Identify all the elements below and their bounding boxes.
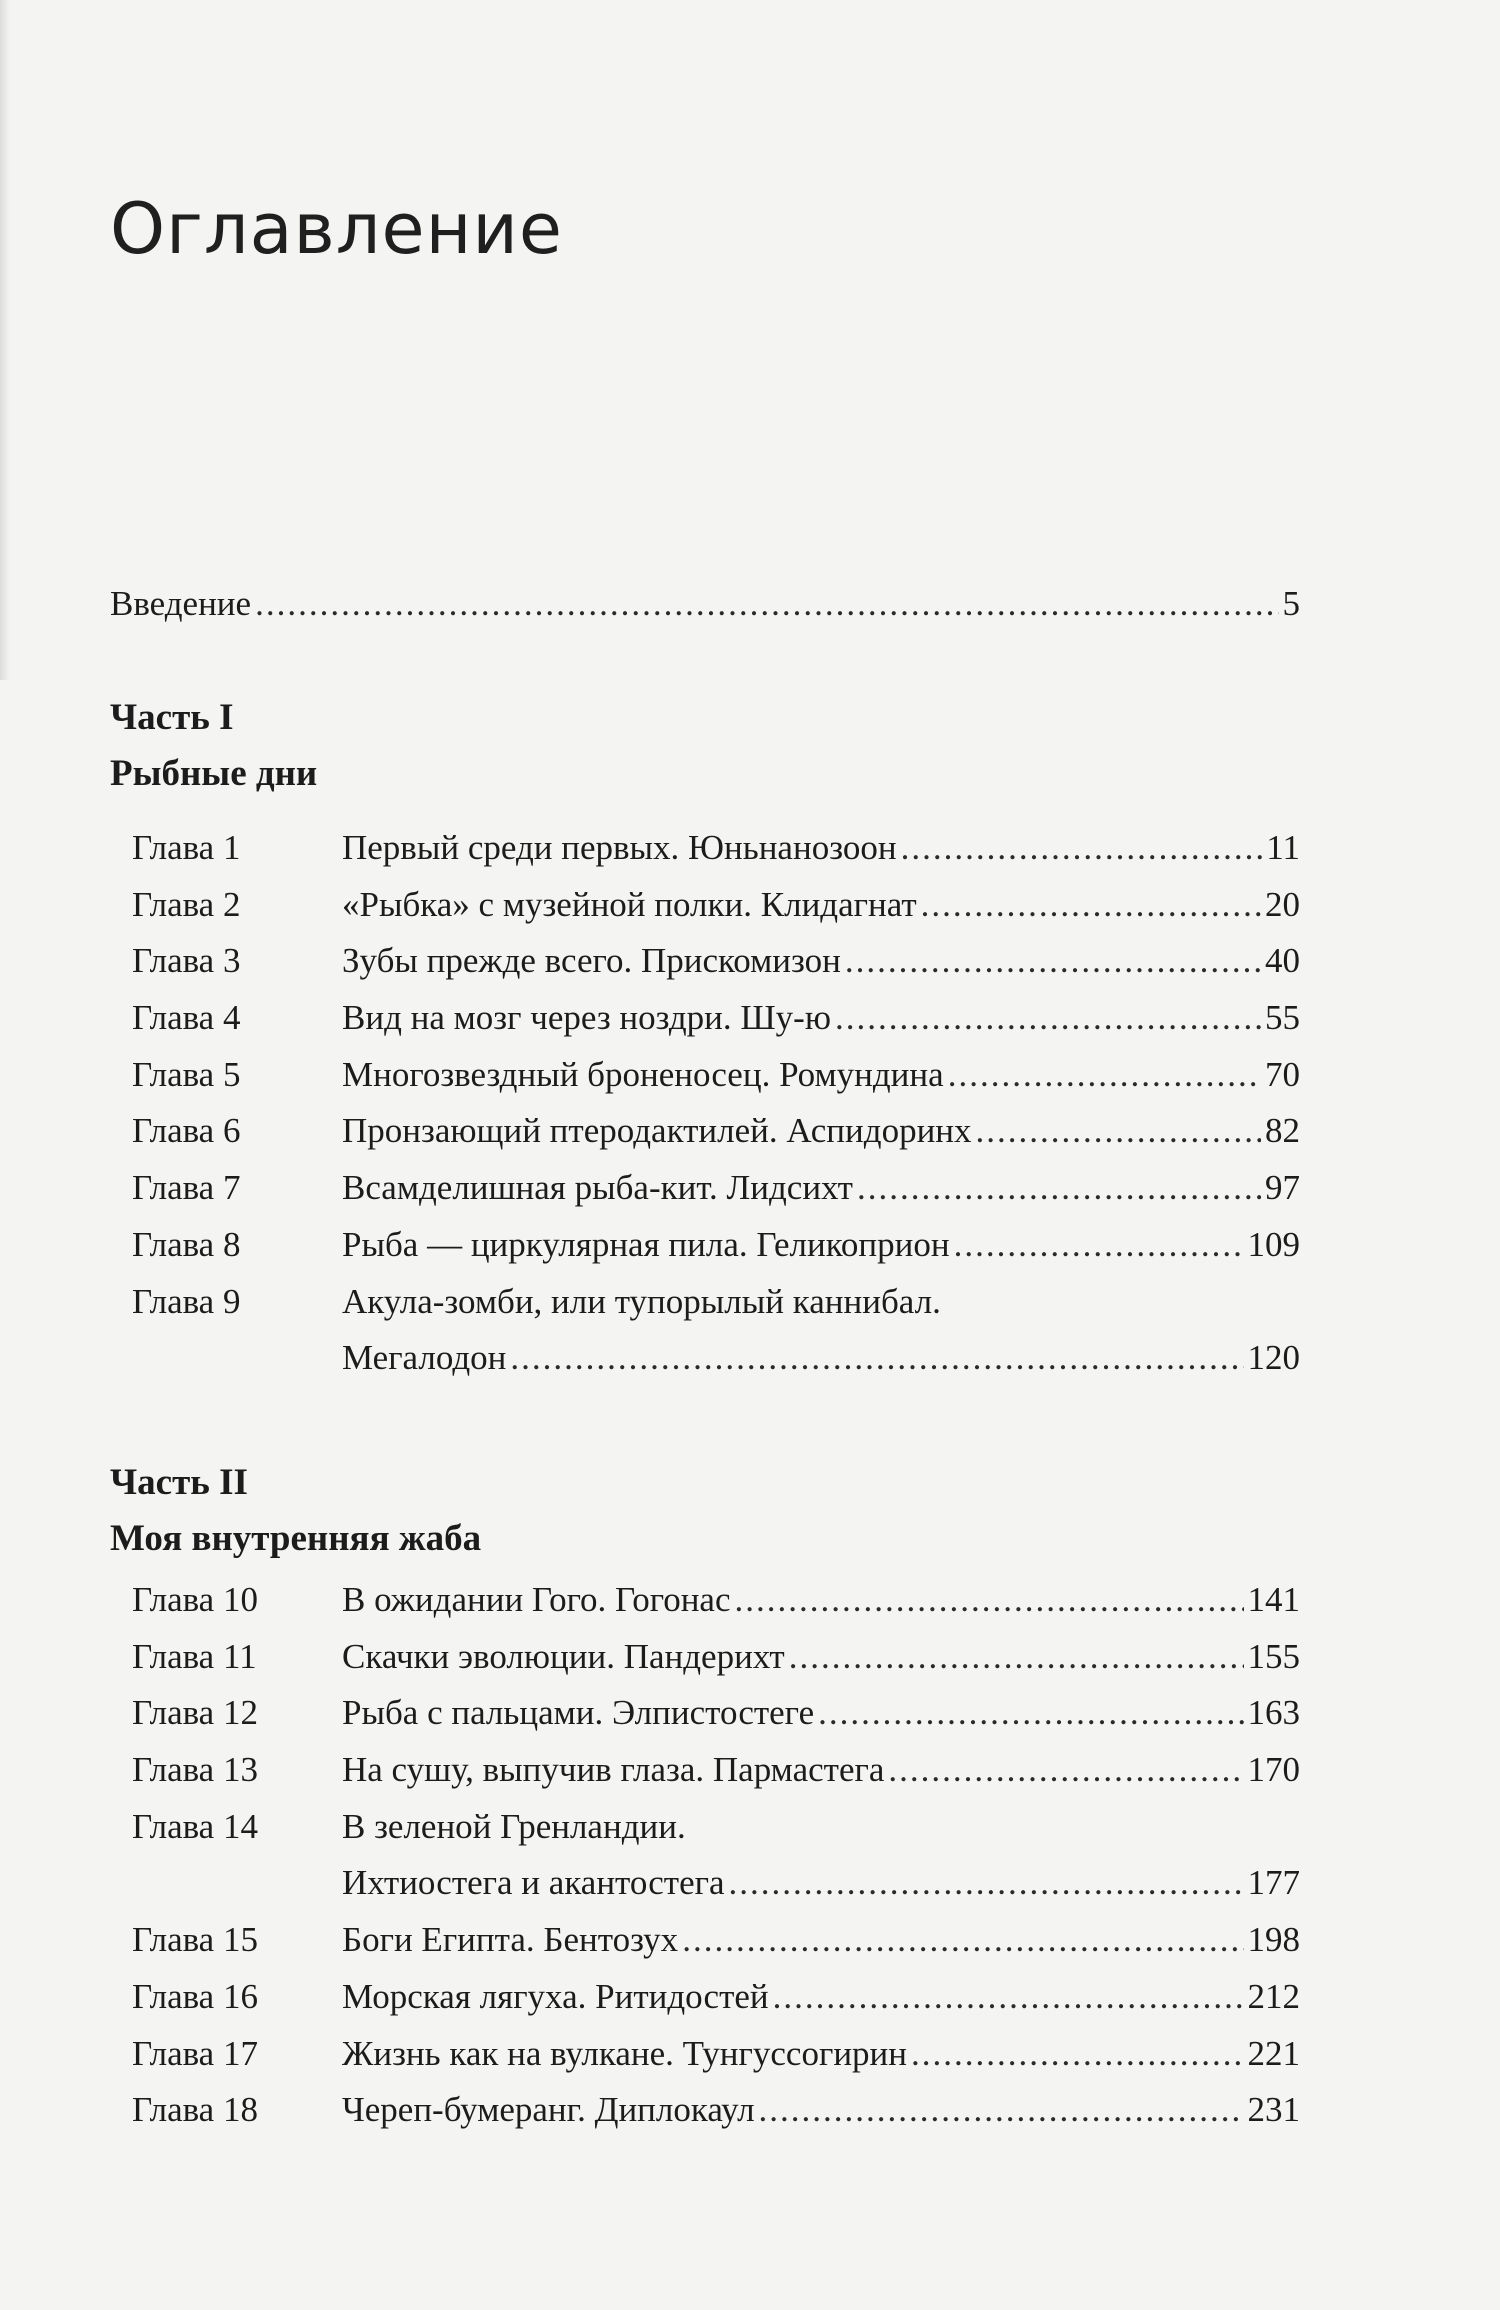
page-edge bbox=[0, 0, 10, 680]
leader-dots bbox=[773, 1977, 1244, 2017]
part-1-heading bbox=[110, 690, 1300, 802]
chapter-title: Многозвездный броненосец. Ромундина bbox=[342, 1054, 944, 1094]
toc-row[interactable] bbox=[110, 1168, 1300, 1225]
chapter-page: 231 bbox=[1247, 2090, 1300, 2130]
leader-dots bbox=[735, 1580, 1244, 1620]
chapter-title: Зубы прежде всего. Прискомизон bbox=[342, 941, 841, 981]
toc-row[interactable] bbox=[110, 1750, 1300, 1807]
chapter-number: Глава 4 bbox=[132, 998, 241, 1038]
chapter-page: 55 bbox=[1265, 998, 1300, 1038]
chapter-title: «Рыбка» с музейной полки. Клидагнат bbox=[342, 884, 917, 924]
chapter-number: Глава 1 bbox=[132, 828, 241, 867]
toc-intro[interactable] bbox=[110, 584, 1300, 624]
chapter-number: Глава 3 bbox=[132, 941, 241, 981]
chapter-title: Скачки эволюции. Пандерихт bbox=[342, 1636, 785, 1676]
chapter-page: 163 bbox=[1247, 1693, 1300, 1733]
part-subtitle: Моя внутренняя жаба bbox=[110, 1518, 482, 1559]
chapter-title: Череп-бумеранг. Диплокаул bbox=[342, 2090, 755, 2130]
chapter-title: В зеленой Гренландии. bbox=[342, 1806, 686, 1846]
chapter-number: Глава 18 bbox=[132, 2090, 258, 2130]
chapter-page: 97 bbox=[1265, 1168, 1300, 1208]
chapter-number: Глава 17 bbox=[132, 2033, 258, 2073]
leader-dots bbox=[759, 2090, 1244, 2130]
chapter-page: 155 bbox=[1247, 1636, 1300, 1676]
page-title: Оглавление bbox=[110, 188, 563, 270]
chapter-page: 212 bbox=[1247, 1976, 1300, 2016]
leader-dots bbox=[510, 1338, 1243, 1378]
toc-row[interactable] bbox=[110, 1225, 1300, 1282]
chapter-page: 20 bbox=[1265, 884, 1300, 924]
chapter-page: 170 bbox=[1247, 1750, 1300, 1790]
toc-row[interactable] bbox=[110, 2034, 1300, 2091]
chapter-number: Глава 10 bbox=[132, 1580, 258, 1619]
chapter-title: В ожидании Гого. Гогонас bbox=[342, 1580, 731, 1619]
toc-row[interactable] bbox=[110, 828, 1300, 885]
chapter-number: Глава 14 bbox=[132, 1806, 258, 1846]
toc-row[interactable] bbox=[110, 941, 1300, 998]
leader-dots bbox=[818, 1693, 1243, 1733]
leader-dots bbox=[857, 1168, 1261, 1208]
chapter-page: 221 bbox=[1247, 2033, 1300, 2073]
toc-row[interactable] bbox=[110, 1693, 1300, 1750]
chapter-number: Глава 13 bbox=[132, 1750, 258, 1790]
chapter-title: Мегалодон bbox=[342, 1338, 507, 1378]
leader-dots bbox=[835, 998, 1261, 1038]
toc-row[interactable] bbox=[110, 1580, 1300, 1637]
chapter-number: Глава 9 bbox=[132, 1281, 241, 1321]
part-subtitle: Рыбные дни bbox=[110, 753, 318, 794]
chapter-title: Морская лягуха. Ритидостей bbox=[342, 1976, 769, 2016]
leader-dots bbox=[976, 1111, 1261, 1151]
part-2-chapters bbox=[110, 1580, 1300, 2147]
chapter-number: Глава 2 bbox=[132, 884, 241, 924]
chapter-title: Всамделишная рыба-кит. Лидсихт bbox=[342, 1168, 853, 1208]
chapter-page: 40 bbox=[1265, 941, 1300, 981]
chapter-title: Жизнь как на вулкане. Тунгуссогирин bbox=[342, 2033, 908, 2073]
chapter-title: Рыба — циркулярная пила. Геликоприон bbox=[342, 1224, 950, 1264]
chapter-title: Рыба с пальцами. Элпистостеге bbox=[342, 1693, 815, 1733]
toc-row[interactable] bbox=[110, 1807, 1300, 1864]
chapter-title: Первый среди первых. Юньнанозоон bbox=[342, 828, 897, 867]
chapter-page: 198 bbox=[1247, 1920, 1300, 1960]
chapter-page: 177 bbox=[1247, 1863, 1300, 1903]
part-2-heading bbox=[110, 1455, 1300, 1567]
leader-dots bbox=[845, 941, 1261, 981]
chapter-number: Глава 5 bbox=[132, 1054, 241, 1094]
chapter-title: Акула-зомби, или тупорылый каннибал. bbox=[342, 1281, 941, 1321]
leader-dots bbox=[921, 885, 1261, 925]
leader-dots bbox=[729, 1863, 1244, 1903]
leader-dots bbox=[888, 1750, 1243, 1790]
chapter-title: Вид на мозг через ноздри. Шу-ю bbox=[342, 998, 831, 1038]
chapter-title: Пронзающий птеродактилей. Аспидоринх bbox=[342, 1111, 972, 1151]
toc-row[interactable] bbox=[110, 1111, 1300, 1168]
chapter-title: Ихтиостега и акантостега bbox=[342, 1863, 725, 1903]
chapter-page: 11 bbox=[1266, 828, 1300, 867]
chapter-number: Глава 6 bbox=[132, 1111, 241, 1151]
chapter-number: Глава 11 bbox=[132, 1636, 257, 1676]
part-label: Часть I bbox=[110, 697, 234, 738]
toc-row[interactable] bbox=[110, 998, 1300, 1055]
leader-dots bbox=[682, 1920, 1243, 1960]
toc-row[interactable] bbox=[110, 1055, 1300, 1112]
chapter-number: Глава 16 bbox=[132, 1976, 258, 2016]
part-label: Часть II bbox=[110, 1462, 248, 1503]
toc-row[interactable] bbox=[110, 1282, 1300, 1339]
intro-label: Введение bbox=[110, 584, 252, 623]
chapter-number: Глава 12 bbox=[132, 1693, 258, 1733]
chapter-page: 120 bbox=[1247, 1338, 1300, 1378]
leader-dots bbox=[901, 828, 1263, 868]
chapter-page: 82 bbox=[1265, 1111, 1300, 1151]
chapter-number: Глава 15 bbox=[132, 1920, 258, 1960]
leader-dots bbox=[948, 1055, 1261, 1095]
toc-row[interactable] bbox=[110, 1920, 1300, 1977]
chapter-number: Глава 8 bbox=[132, 1224, 241, 1264]
chapter-page: 141 bbox=[1247, 1580, 1300, 1619]
leader-dots bbox=[255, 584, 1278, 624]
toc-row[interactable] bbox=[110, 2090, 1300, 2147]
chapter-page: 70 bbox=[1265, 1054, 1300, 1094]
toc-row-continuation[interactable] bbox=[110, 1863, 1300, 1920]
toc-row[interactable] bbox=[110, 885, 1300, 942]
chapter-page: 109 bbox=[1247, 1224, 1300, 1264]
toc-row-continuation[interactable] bbox=[110, 1338, 1300, 1395]
intro-page: 5 bbox=[1282, 584, 1300, 623]
leader-dots bbox=[911, 2034, 1243, 2074]
chapter-title: На сушу, выпучив глаза. Пармастега bbox=[342, 1750, 885, 1790]
leader-dots bbox=[954, 1225, 1244, 1265]
chapter-title: Боги Египта. Бентозух bbox=[342, 1920, 679, 1960]
leader-dots bbox=[789, 1637, 1244, 1677]
chapter-number: Глава 7 bbox=[132, 1168, 241, 1208]
part-1-chapters bbox=[110, 828, 1300, 1395]
toc-row[interactable] bbox=[110, 1637, 1300, 1694]
toc-row[interactable] bbox=[110, 1977, 1300, 2034]
